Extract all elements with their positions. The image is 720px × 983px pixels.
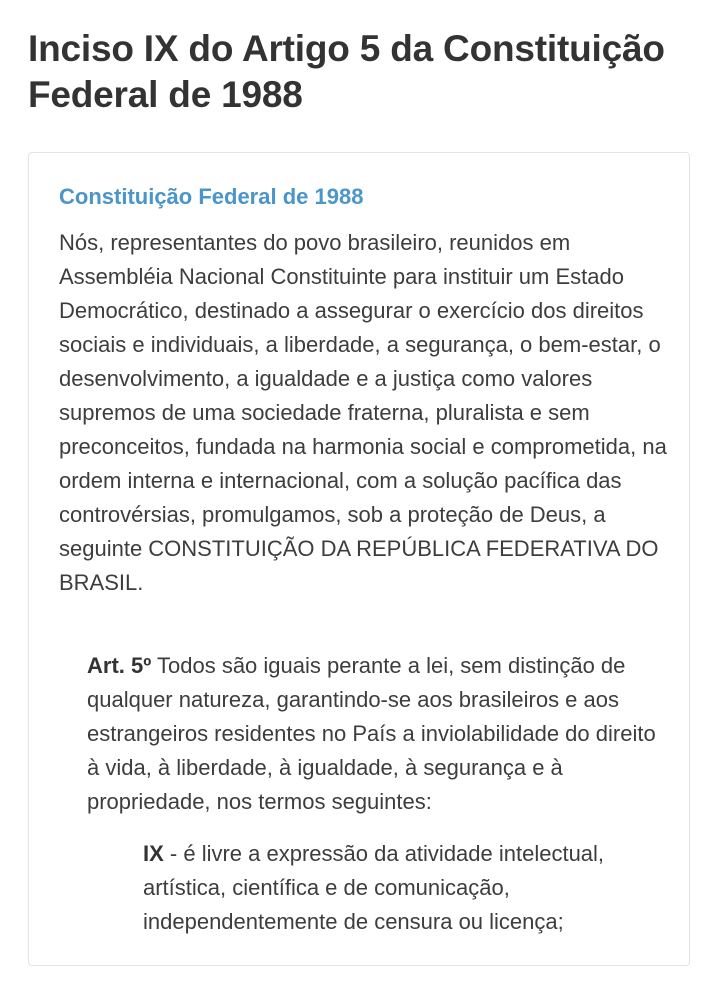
inciso-ix-paragraph: [143, 837, 663, 939]
card-heading-link[interactable]: Constituição Federal de 1988: [59, 184, 364, 209]
inciso-text: - é livre a expressão da atividade intelectual, artística, científica e de comunicação, independentemente de censura ou licença;: [143, 841, 605, 934]
article-text: Todos são iguais perante a lei, sem distinção de qualquer natureza, garantindo-se aos brasileiros e aos estrangeiros residentes no País a inviolabilidade do direito à vida, à liberdade, à igualdade, à segurança e à propriedade, nos termos seguintes:: [87, 653, 656, 814]
page-title: Inciso IX do Artigo 5 da Constituição Federal de 1988: [28, 28, 665, 115]
preamble-text: Nós, representantes do povo brasileiro, reunidos em Assembléia Nacional Constituinte para instituir um Estado Democrático, destinado a assegurar o exercício dos direitos sociais e individuais, a liberdade, a segurança, o bem-estar, o desenvolvimento, a igualdade e a justiça como valores supremos de uma sociedade fraterna, pluralista e sem preconceitos, fundada na harmonia social e comprometida, na ordem interna e internacional, com a solução pacífica das controvérsias, promulgamos, sob a proteção de Deus, a seguinte CONSTITUIÇÃO DA REPÚBLICA FEDERATIVA DO BRASIL.: [59, 230, 667, 595]
article-5-paragraph: [87, 649, 669, 819]
inciso-label: IX: [143, 841, 164, 866]
law-excerpt-card: [28, 152, 690, 966]
article-label: Art. 5º: [87, 653, 152, 678]
